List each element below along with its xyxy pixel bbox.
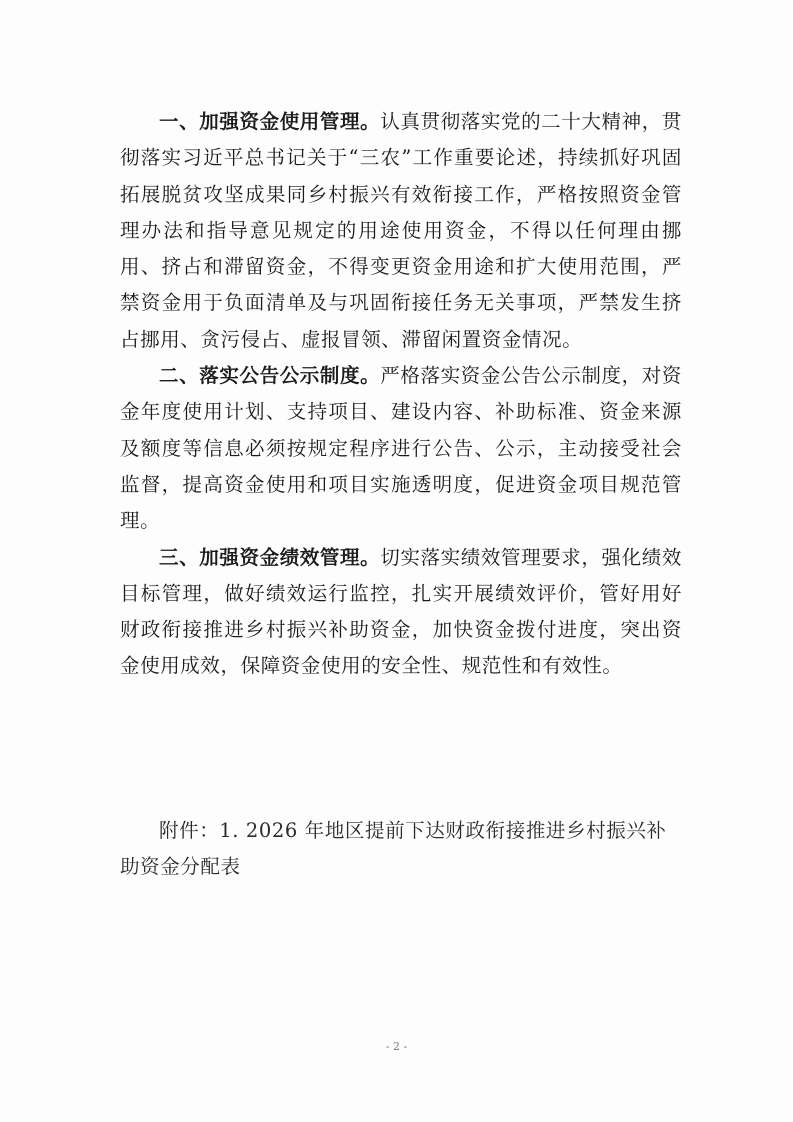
page-number: - 2 - xyxy=(385,1040,408,1053)
section-heading: 一、加强资金使用管理。 xyxy=(159,110,381,133)
section-text: 认真贯彻落实党的二十大精神，贯彻落实习近平总书记关于“三农”工作重要论述，持续抓好巩固拓展脱贫攻坚成果同乡村振兴有效衔接工作，严格按照资金管理办法和指导意见规定的用途使用资金，不得以任何理由挪用、挤占和滞留资金，不得变更资金用途和扩大使用范围，严禁资金用于负面清单及与巩固衔接任务无关事项，严禁发生挤占挪用、贪污侵占、虚报冒领、滞留闲置资金情况。 xyxy=(120,110,682,351)
section-heading: 二、落实公告公示制度。 xyxy=(159,364,381,388)
section-heading: 三、加强资金绩效管理。 xyxy=(159,545,381,569)
document-body xyxy=(120,104,682,685)
paragraph-fund-use-management xyxy=(120,104,682,358)
paragraph-public-disclosure xyxy=(120,358,682,539)
section-text: 严格落实资金公告公示制度，对资金年度使用计划、支持项目、建设内容、补助标准、资金来源及额度等信息必须按规定程序进行公告、公示，主动接受社会监督，提高资金使用和项目实施透明度，促进资金项目规范管理。 xyxy=(120,364,682,533)
attachment-note: 附件：1. 2026 年地区提前下达财政衔接推进乡村振兴补助资金分配表 xyxy=(120,819,667,879)
paragraph-performance-management xyxy=(120,540,682,685)
section-text: 切实落实绩效管理要求，强化绩效目标管理，做好绩效运行监控，扎实开展绩效评价，管好用好财政衔接推进乡村振兴补助资金，加快资金拨付进度，突出资金使用成效，保障资金使用的安全性、规范性和有效性。 xyxy=(120,545,682,678)
